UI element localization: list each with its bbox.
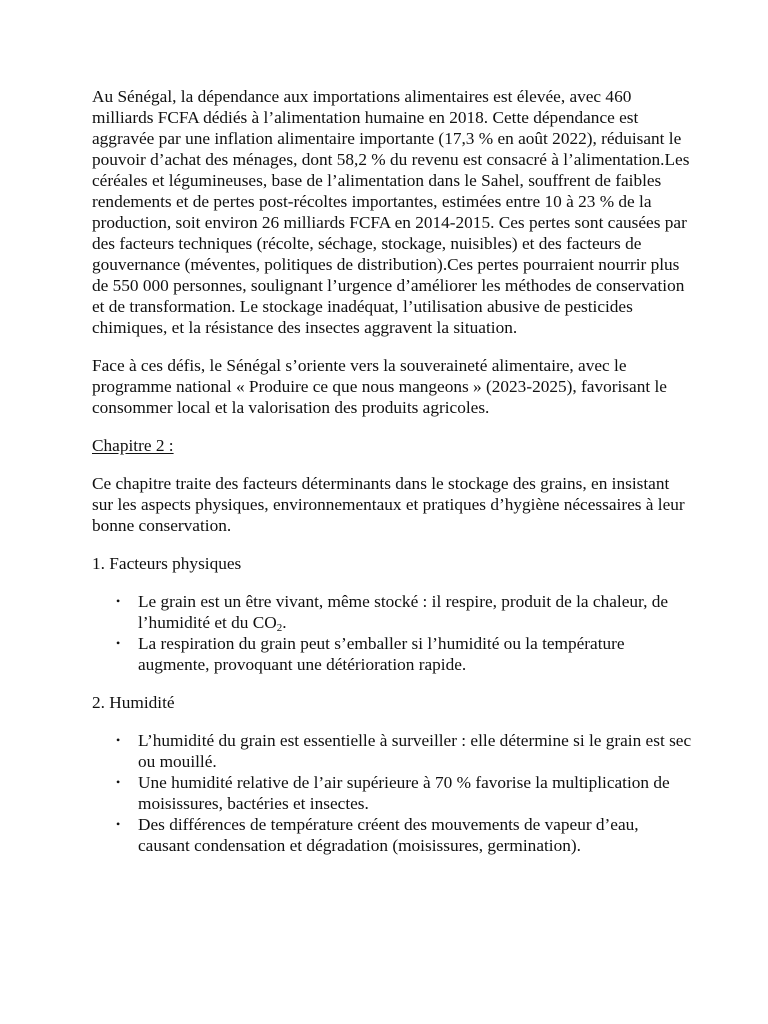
list-item [116,591,692,634]
co2-subscript: 2 [276,622,283,634]
intro-paragraph-2: Face à ces défis, le Sénégal s’oriente vers la souveraineté alimentaire, avec le programme national « Produire ce que nous mangeons » (2023-2025), favorisant le consommer local et la valorisation des produits agricoles. [92,356,667,417]
bullet-icon: • [116,733,121,747]
chapter-heading: Chapitre 2 : [92,436,174,455]
list-item [116,633,692,675]
list-item-text: Le grain est un être vivant, même stocké : il respire, produit de la chaleur, de l’humidité et du CO [138,592,669,632]
humidity-list [92,730,692,856]
list-item [116,730,692,772]
bullet-icon: • [116,817,121,831]
list-item-text: Des différences de température créent des mouvements de vapeur d’eau, causant condensation et dégradation (moisissures, germination). [138,815,639,855]
section-title-physical-factors: 1. Facteurs physiques [92,554,242,573]
list-item-text: La respiration du grain peut s’emballer si l’humidité ou la température augmente, provoquant une détérioration rapide. [138,634,625,674]
physical-factors-list [92,591,692,675]
chapter-intro-paragraph: Ce chapitre traite des facteurs déterminants dans le stockage des grains, en insistant sur les aspects physiques, environnementaux et pratiques d’hygiène nécessaires à leur bonne conservation. [92,474,685,535]
list-item [116,772,692,814]
list-item-text: Une humidité relative de l’air supérieure à 70 % favorise la multiplication de moisissures, bactéries et insectes. [138,773,670,813]
intro-paragraph-1: Au Sénégal, la dépendance aux importations alimentaires est élevée, avec 460 milliards FCFA dédiés à l’alimentation humaine en 2018. Cette dépendance est aggravée par une inflation alimentaire importante (17,3 % en août 2022), réduisant le pouvoir d’achat des ménages, dont 58,2 % du revenu est consacré à l’alimentation.Les céréales et légumineuses, base de l’alimentation dans le Sahel, souffrent de faibles rendements et de pertes post-récoltes importantes, estimées entre 10 à 23 % de la production, soit environ 26 milliards FCFA en 2014-2015. Ces pertes sont causées par des facteurs techniques (récolte, séchage, stockage, nuisibles) et des facteurs de gouvernance (méventes, politiques de distribution).Ces pertes pourraient nourrir plus de 550 000 personnes, soulignant l’urgence d’améliorer les méthodes de conservation et de transformation. Le stockage inadéquat, l’utilisation abusive de pesticides chimiques, et la résistance des insectes aggravent la situation. [92,87,690,337]
bullet-icon: • [116,594,121,608]
list-item-text: L’humidité du grain est essentielle à surveiller : elle détermine si le grain est sec ou mouillé. [138,731,692,771]
list-item-text-end: . [282,613,287,632]
bullet-icon: • [116,636,121,650]
document-page [92,86,692,873]
section-title-humidity: 2. Humidité [92,693,175,712]
bullet-icon: • [116,775,121,789]
list-item [116,814,692,856]
